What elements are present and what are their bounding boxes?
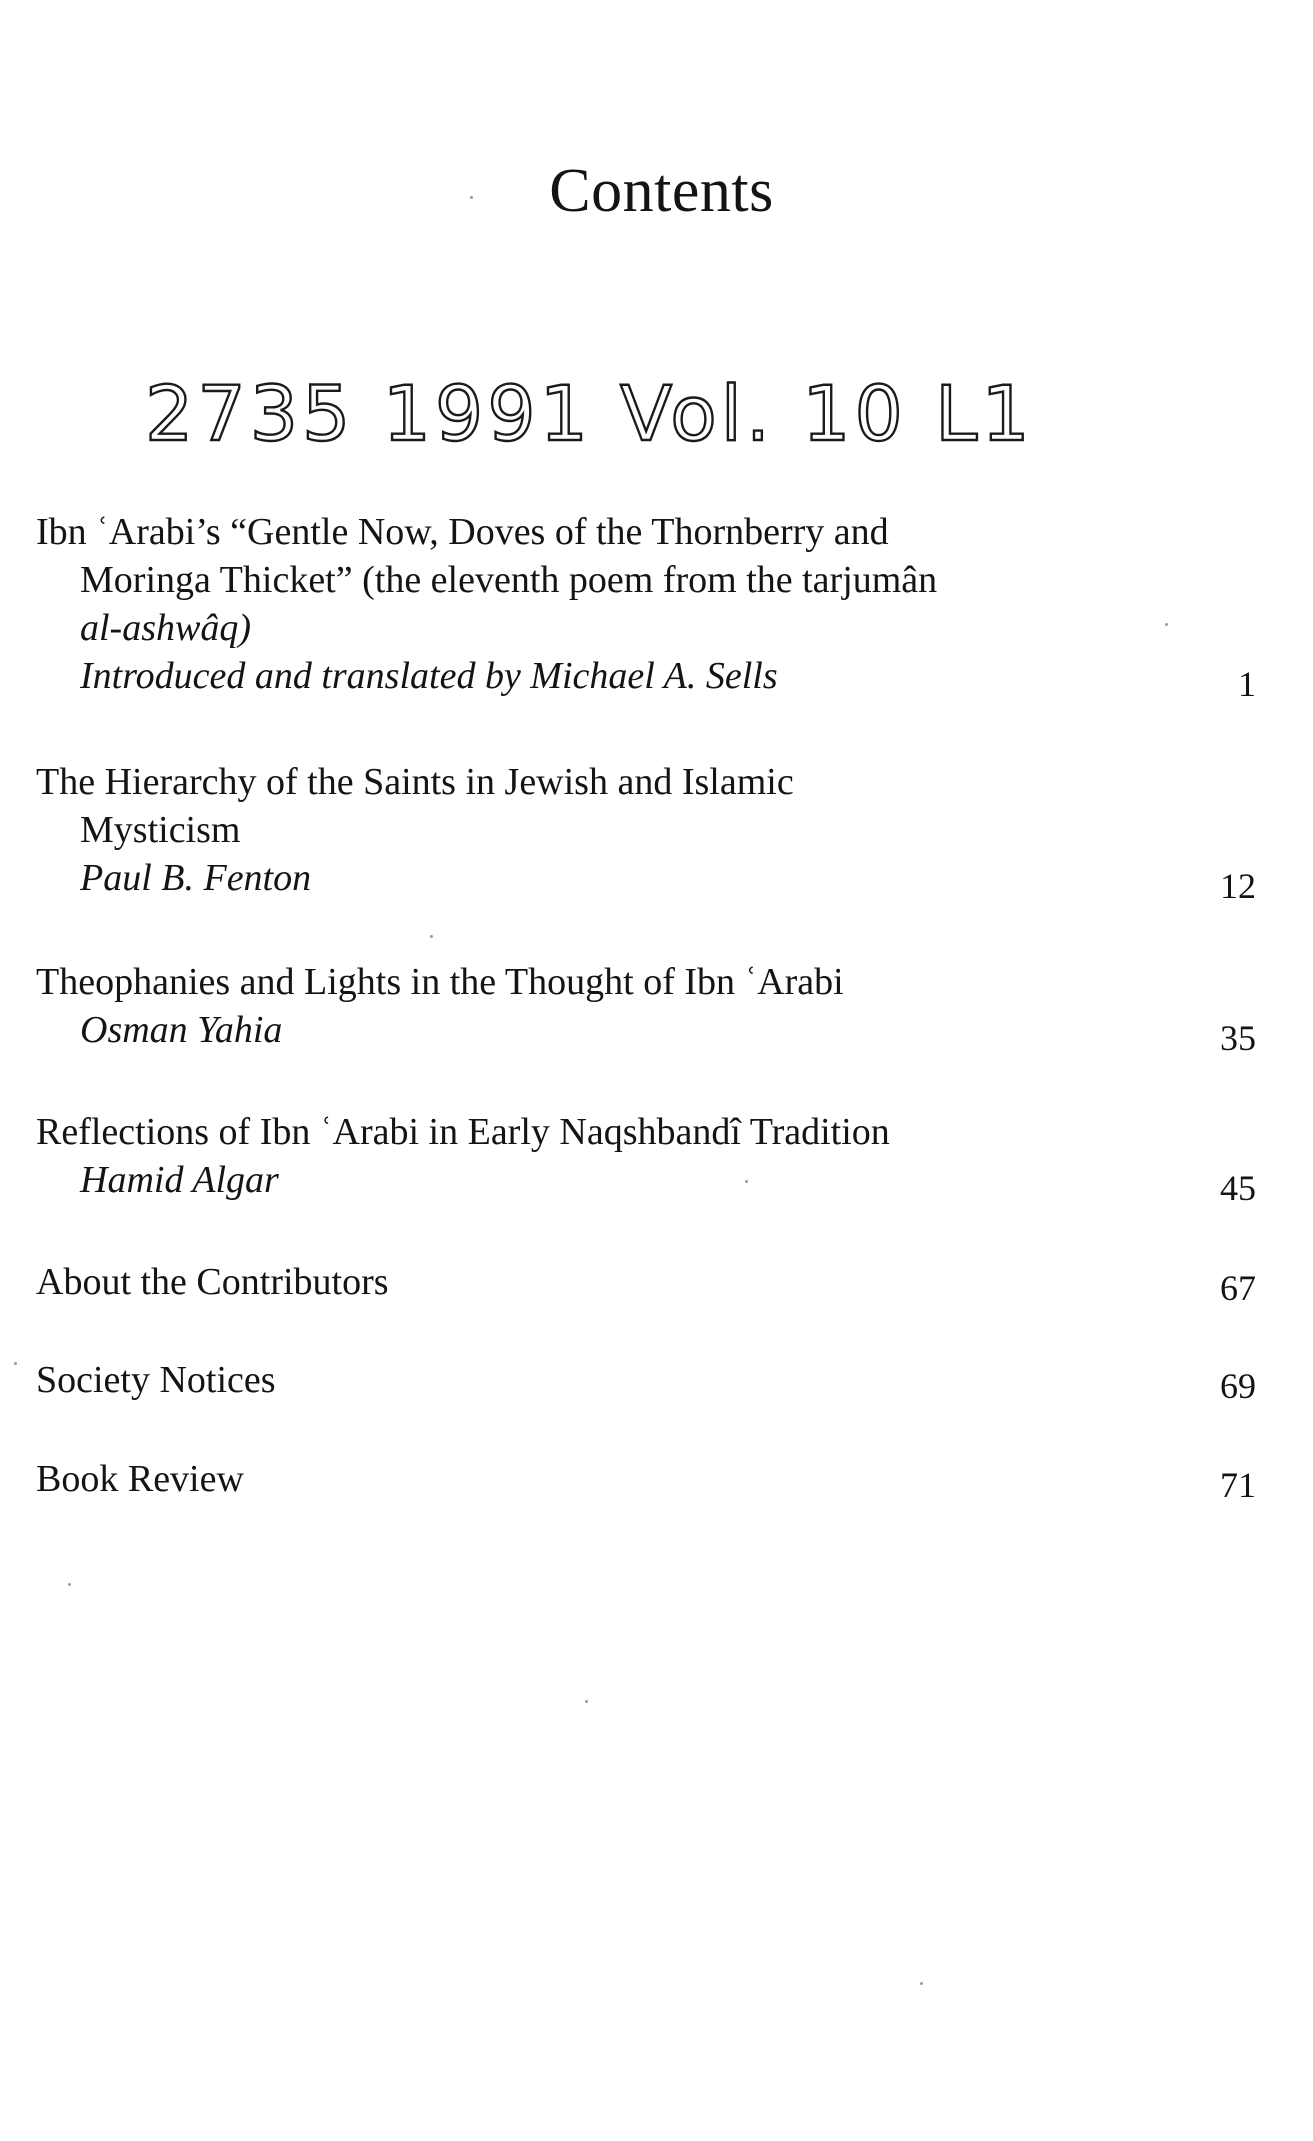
entry-page-number: 35 [1220, 1018, 1256, 1058]
scan-speck [745, 1180, 748, 1183]
entry-title-line: al-ashwâq) [80, 607, 251, 649]
scan-speck [68, 1583, 71, 1586]
toc-entry[interactable] [36, 1258, 1256, 1306]
entry-page-number: 71 [1220, 1465, 1256, 1505]
scan-speck [430, 935, 433, 938]
page-title: Contents [549, 157, 774, 225]
entry-author: Hamid Algar [80, 1159, 279, 1201]
scan-speck [920, 1982, 923, 1985]
entry-page-number: 1 [1238, 664, 1256, 704]
entry-page-number: 45 [1220, 1168, 1256, 1208]
entry-title-line: The Hierarchy of the Saints in Jewish and Islamic [36, 761, 794, 803]
entry-title-line: Mysticism [80, 809, 241, 851]
scan-speck [585, 1700, 588, 1703]
entry-author: Paul B. Fenton [80, 857, 312, 899]
entry-page-number: 12 [1220, 866, 1256, 906]
entry-page-number: 67 [1220, 1268, 1256, 1308]
toc-entry[interactable] [36, 508, 1256, 704]
entry-title-line: Theophanies and Lights in the Thought of Ibn ʿArabi [36, 961, 844, 1003]
scan-speck [470, 196, 473, 199]
scan-speck [1165, 623, 1168, 626]
entry-title-line: Society Notices [36, 1359, 276, 1401]
entry-title-line: About the Contributors [36, 1261, 389, 1303]
entry-author: Osman Yahia [80, 1009, 283, 1051]
toc-entry[interactable] [36, 1455, 1256, 1503]
toc-entry[interactable] [36, 758, 1256, 906]
entry-title-line: Ibn ʿArabi’s “Gentle Now, Doves of the Thornberry and [36, 511, 889, 553]
entry-title-line: Reflections of Ibn ʿArabi in Early Naqshbandî Tradition [36, 1111, 890, 1153]
entry-title-line: Book Review [36, 1458, 244, 1500]
scan-speck [14, 1362, 17, 1365]
handwritten-note-text: 2735 1991 Vol. 10 L1 [145, 369, 1034, 458]
entry-page-number: 69 [1220, 1366, 1256, 1406]
toc-entry[interactable] [36, 958, 1256, 1058]
toc-entry[interactable] [36, 1108, 1256, 1208]
entry-title-line: Moringa Thicket” (the eleventh poem from the tarjumân [80, 559, 938, 601]
toc-entry[interactable] [36, 1356, 1256, 1404]
entry-author: Introduced and translated by Michael A. Sells [80, 655, 778, 697]
handwritten-note-drawing [145, 360, 1125, 470]
handwritten-note [145, 360, 1125, 470]
